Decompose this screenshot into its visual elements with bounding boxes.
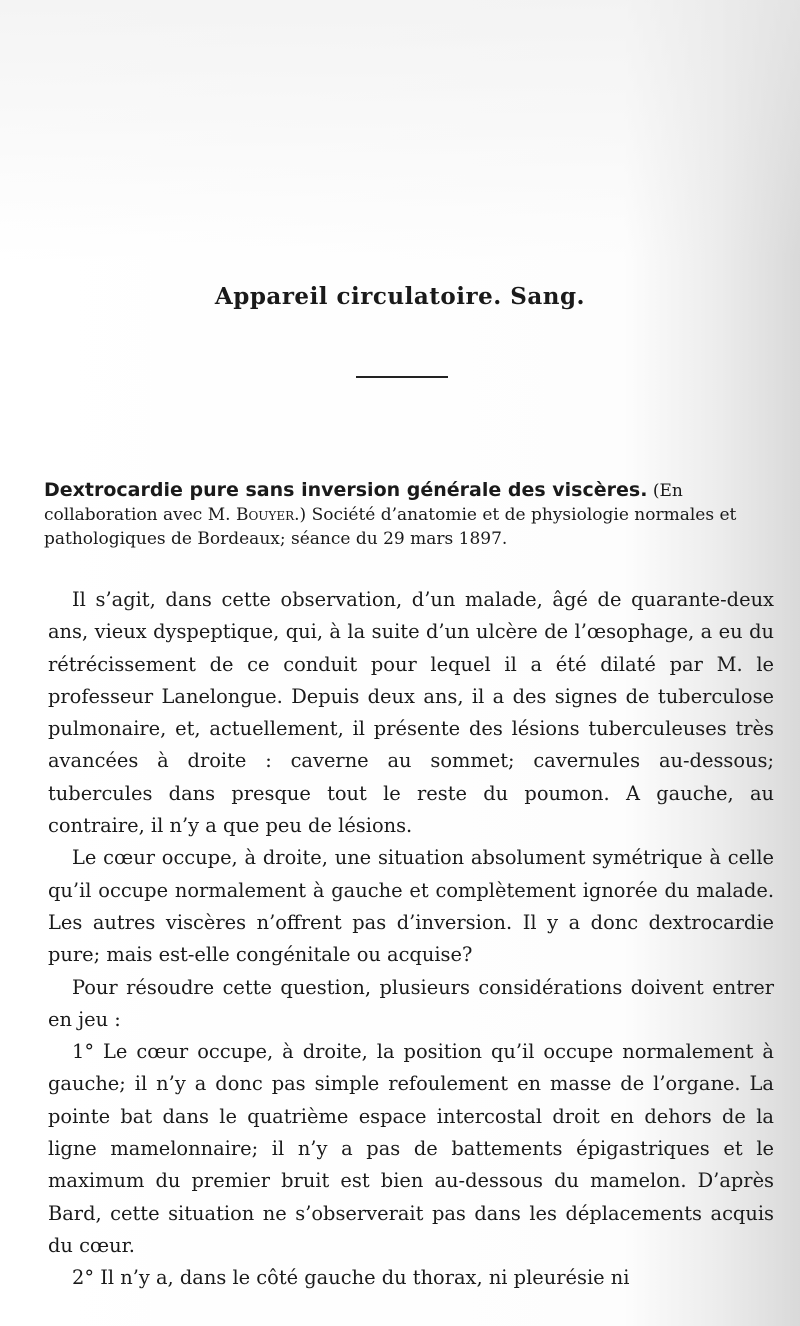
show-through-shading <box>0 0 800 260</box>
entry-reference-open: (En collaboration avec M. <box>44 481 683 525</box>
entry-reference-close: .) Société d’anatomie et de physiologie normales et pathologiques de Bordeaux; séance du 29 mars 1897. <box>44 505 737 549</box>
paragraph: 2° Il n’y a, dans le côté gauche du thorax, ni pleurésie ni <box>72 1266 630 1290</box>
paragraph: Pour résoudre cette question, plusieurs considérations doivent entrer en jeu : <box>48 975 774 1031</box>
section-divider <box>356 376 448 378</box>
paragraph: 1° Le cœur occupe, à droite, la position qu’il occupe normalement à gauche; il n’y a donc pas simple refoulement en masse de l’organe. La pointe bat dans le quatrième espace intercostal droit en dehors de la ligne mamelonnaire; il n’y a pas de battements épigastriques et le maximum du premier bruit est bien au-dessous du mamelon. D’après Bard, cette situation ne s’observerait pas dans les déplacements acquis du cœur. <box>48 1040 774 1257</box>
publication-entry <box>44 478 774 551</box>
paragraph: Il s’agit, dans cette observation, d’un malade, âgé de quarante-deux ans, vieux dyspeptique, qui, à la suite d’un ulcère de l’œsophage, a eu du rétrécissement de ce conduit pour lequel il a été dilaté par M. le professeur Lanelongue. Depuis deux ans, il a des signes de tuberculose pulmonaire, et, actuellement, il présente des lésions tuberculeuses très avancées à droite : caverne au sommet; cavernules au-dessous; tubercules dans presque tout le reste du poumon. A gauche, au contraire, il n’y a que peu de lésions. <box>48 588 774 838</box>
body-text <box>48 584 774 1295</box>
section-heading: Appareil circulatoire. Sang. <box>214 283 586 310</box>
entry-title: Dextrocardie pure sans inversion générale des viscères. <box>44 479 648 501</box>
paragraph: Le cœur occupe, à droite, une situation absolument symétrique à celle qu’il occupe normalement à gauche et complètement ignorée du malade. Les autres viscères n’offrent pas d’inversion. Il y a donc dextrocardie pure; mais est-elle congénitale ou acquise? <box>48 846 774 967</box>
entry-reference-author: Bouyer <box>235 505 295 525</box>
